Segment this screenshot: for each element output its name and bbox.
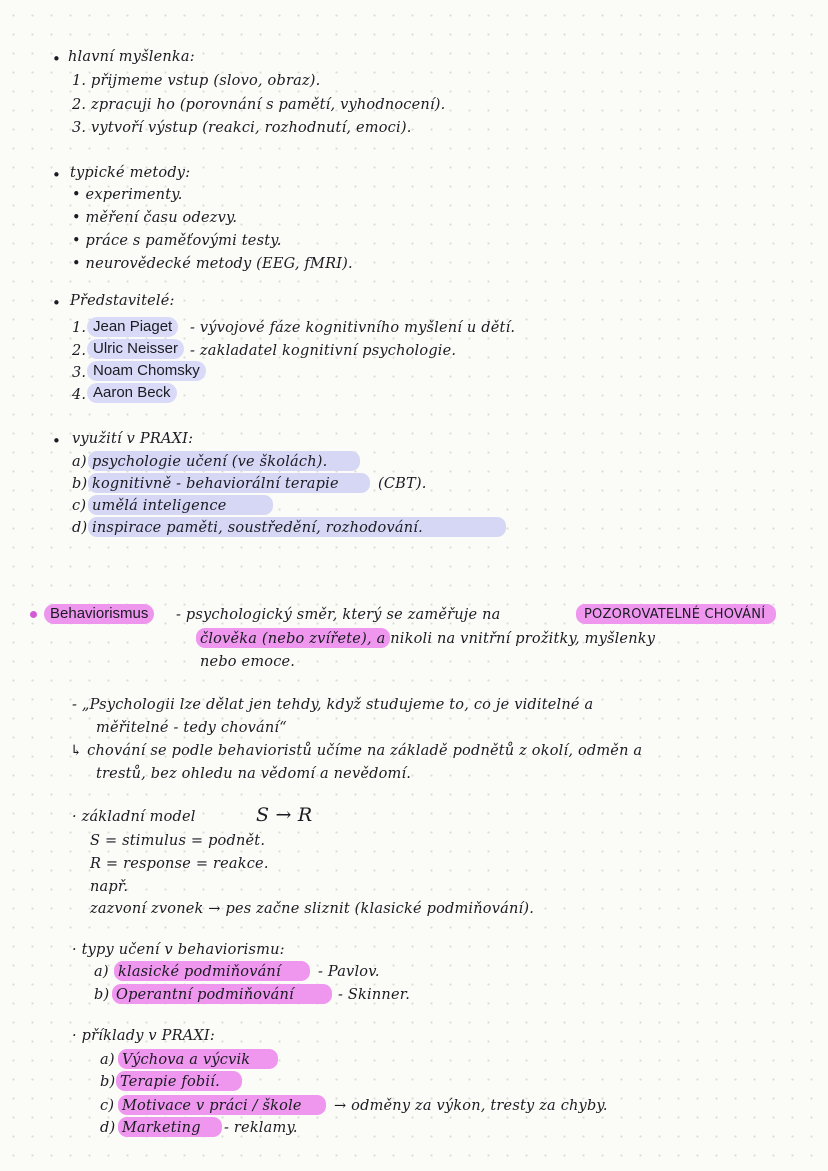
method-item: • experimenty. <box>72 187 183 203</box>
type-letter: b) <box>94 987 110 1003</box>
rep-name-jean-piaget: Jean Piaget <box>87 317 178 337</box>
rep-number: 3. <box>72 365 87 381</box>
example-tail: → odměny za výkon, tresty za chyby. <box>334 1098 608 1114</box>
practice-item: kognitivně - behaviorální terapie <box>92 476 339 492</box>
step-1: 1. přijmeme vstup (slovo, obraz). <box>72 73 321 89</box>
definition-line-3: nebo emoce. <box>200 654 296 670</box>
quote-line-2: měřitelné - tedy chování“ <box>96 720 287 736</box>
practice-item: inspirace paměti, soustředění, rozhodování. <box>92 520 423 536</box>
example-name: Marketing <box>122 1120 201 1136</box>
step-3: 3. vytvoří výstup (reakci, rozhodnutí, emoci). <box>72 120 412 136</box>
model-line: S = stimulus = podnět. <box>90 833 266 849</box>
rep-name-aaron-beck: Aaron Beck <box>87 383 177 403</box>
example-letter: b) <box>100 1074 116 1090</box>
step-2: 2. zpracuji ho (porovnání s pamětí, vyhodnocení). <box>72 97 446 113</box>
behaviorismus-title: Behaviorismus <box>44 604 154 624</box>
example-name: Terapie fobií. <box>120 1074 220 1090</box>
definition-highlight: POZOROVATELNÉ CHOVÁNÍ <box>584 607 766 622</box>
learning-line-1: ↳ chování se podle behavioristů učíme na základě podnětů z okolí, odměn a <box>70 743 643 759</box>
main-idea-heading: hlavní myšlenka: <box>68 49 195 65</box>
rep-note: - vývojové fáze kognitivního myšlení u dětí. <box>190 320 516 336</box>
type-name: klasické podmiňování <box>118 964 281 980</box>
model-formula: S → R <box>256 804 313 826</box>
definition-line-2: člověka (nebo zvířete), a nikoli na vnitřní prožitky, myšlenky <box>200 631 656 647</box>
method-item: • neurovědecké metody (EEG, fMRI). <box>72 256 353 272</box>
section-bullet <box>30 611 37 618</box>
method-item: • měření času odezvy. <box>72 210 238 226</box>
model-line: zazvoní zvonek → pes začne sliznit (klasické podmiňování). <box>90 901 535 917</box>
model-label: · základní model <box>72 809 196 825</box>
methods-bullet: • <box>52 166 61 184</box>
rep-number: 1. <box>72 320 87 336</box>
quote-line-1: - „Psychologii lze dělat jen tehdy, když studujeme to, co je viditelné a <box>72 697 594 713</box>
method-item: • práce s paměťovými testy. <box>72 233 282 249</box>
reps-heading: Představitelé: <box>70 293 175 309</box>
example-letter: c) <box>100 1098 115 1114</box>
type-author: - Skinner. <box>338 987 411 1003</box>
practice-heading: využití v PRAXI: <box>72 431 194 447</box>
example-letter: a) <box>100 1052 115 1068</box>
type-letter: a) <box>94 964 109 980</box>
rep-name-ulric-neisser: Ulric Neisser <box>87 339 184 359</box>
practice-letter: c) <box>72 498 87 514</box>
types-heading: · typy učení v behaviorismu: <box>72 942 285 958</box>
reps-bullet: • <box>52 294 61 312</box>
practice-letter: b) <box>72 476 88 492</box>
rep-name-noam-chomsky: Noam Chomsky <box>87 361 206 381</box>
practice-bullet: • <box>52 432 61 450</box>
examples-heading: · příklady v PRAXI: <box>72 1028 215 1044</box>
rep-note: - zakladatel kognitivní psychologie. <box>190 343 457 359</box>
model-line: např. <box>90 879 129 895</box>
example-name: Motivace v práci / škole <box>122 1098 302 1114</box>
practice-item: umělá inteligence <box>92 498 227 514</box>
example-name: Výchova a výcvik <box>122 1052 251 1068</box>
rep-number: 2. <box>72 343 87 359</box>
methods-heading: typické metody: <box>70 165 191 181</box>
rep-number: 4. <box>72 387 87 403</box>
definition-line-1: - psychologický směr, který se zaměřuje na <box>176 607 501 623</box>
type-name: Operantní podmiňování <box>116 987 294 1003</box>
practice-letter: a) <box>72 454 87 470</box>
example-letter: d) <box>100 1120 116 1136</box>
type-author: - Pavlov. <box>318 964 380 980</box>
practice-item-tail: (CBT). <box>378 476 427 492</box>
learning-line-2: trestů, bez ohledu na vědomí a nevědomí. <box>96 766 412 782</box>
practice-letter: d) <box>72 520 88 536</box>
example-tail: - reklamy. <box>224 1120 298 1136</box>
practice-item: psychologie učení (ve školách). <box>92 454 328 470</box>
model-line: R = response = reakce. <box>90 856 269 872</box>
main-idea-bullet: • <box>52 50 61 68</box>
